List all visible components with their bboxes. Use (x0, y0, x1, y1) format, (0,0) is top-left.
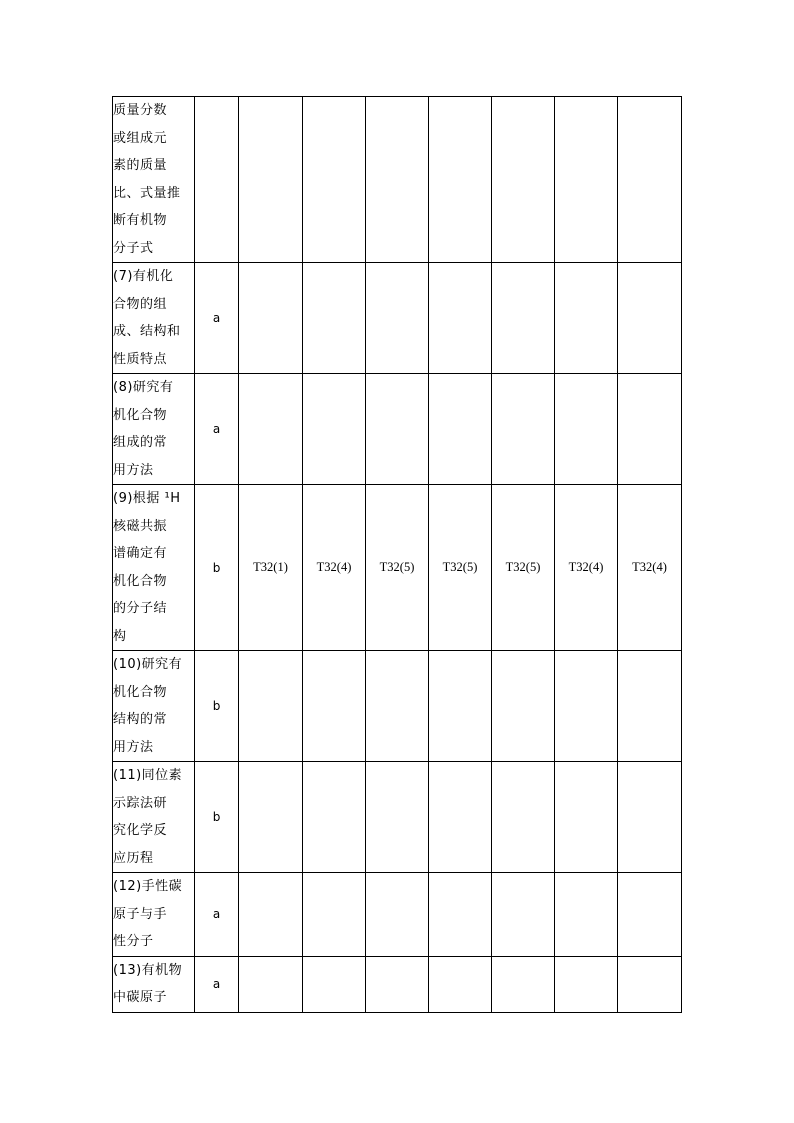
topic-line: 用方法 (113, 739, 154, 755)
topic-line: 结构的常 (113, 712, 168, 727)
topic-line: (8)研究有 (113, 380, 174, 395)
question-cell (239, 762, 303, 873)
question-cell (303, 873, 366, 957)
question-cell (239, 956, 303, 1012)
question-cell (555, 97, 618, 263)
question-cell (303, 374, 366, 485)
question-cell (618, 873, 682, 957)
question-cell (555, 873, 618, 957)
question-cell: T32(5) (366, 485, 429, 651)
question-cell: T32(1) (239, 485, 303, 651)
table-row (113, 651, 682, 762)
question-cell (429, 762, 492, 873)
topic-cell (113, 263, 195, 374)
question-cell (555, 263, 618, 374)
question-cell (366, 651, 429, 762)
question-cell: T32(5) (429, 485, 492, 651)
question-cell (492, 651, 555, 762)
topic-line: 质量分数 (113, 103, 168, 118)
question-cell: T32(5) (492, 485, 555, 651)
question-cell (429, 263, 492, 374)
topic-line: (9)根据 ¹H (113, 491, 181, 506)
topic-line: 原子与手 (113, 906, 168, 922)
topic-line: 断有机物 (113, 213, 168, 228)
level-cell: a (195, 873, 239, 957)
question-cell (429, 374, 492, 485)
question-cell (366, 374, 429, 485)
question-cell (429, 97, 492, 263)
topic-cell (113, 97, 195, 263)
topic-line: 示踪法研 (113, 795, 168, 811)
question-cell (492, 374, 555, 485)
question-cell (492, 956, 555, 1012)
table-row (113, 762, 682, 873)
level-cell: a (195, 374, 239, 485)
topic-line: (13)有机物 (113, 962, 183, 978)
table-row (113, 374, 682, 485)
question-cell (555, 956, 618, 1012)
question-cell (303, 263, 366, 374)
level-cell: a (195, 956, 239, 1012)
question-cell (429, 873, 492, 957)
topic-line: 究化学反 (113, 823, 168, 838)
topic-line: 核磁共振 (113, 518, 168, 534)
topic-line: 分子式 (113, 240, 154, 256)
topic-line: 机化合物 (113, 573, 168, 589)
question-cell (366, 873, 429, 957)
topic-cell (113, 651, 195, 762)
topic-line: (10)研究有 (113, 657, 183, 672)
question-cell (492, 873, 555, 957)
topic-cell (113, 485, 195, 651)
topic-line: 构 (113, 628, 127, 644)
question-cell (239, 263, 303, 374)
question-cell: T32(4) (618, 485, 682, 651)
topic-line: 性分子 (113, 934, 154, 949)
topic-line: 合物的组 (113, 296, 168, 312)
question-cell (366, 263, 429, 374)
topic-line: 比、式量推 (113, 185, 181, 201)
table-row (113, 263, 682, 374)
table-row (113, 873, 682, 957)
level-cell: a (195, 263, 239, 374)
topic-line: (11)同位素 (113, 768, 183, 783)
question-cell (303, 956, 366, 1012)
question-cell (555, 651, 618, 762)
table-row (113, 485, 682, 651)
question-cell (555, 762, 618, 873)
topic-line: (7)有机化 (113, 269, 174, 284)
topic-cell (113, 762, 195, 873)
question-cell (239, 873, 303, 957)
topic-line: (12)手性碳 (113, 879, 183, 894)
question-cell (492, 762, 555, 873)
topic-line: 用方法 (113, 462, 154, 478)
question-cell (492, 97, 555, 263)
topic-cell (113, 374, 195, 485)
topic-line: 性质特点 (113, 351, 168, 367)
question-cell: T32(4) (303, 485, 366, 651)
topic-line: 机化合物 (113, 407, 168, 423)
level-cell (195, 97, 239, 263)
topic-cell (113, 873, 195, 957)
question-cell (239, 97, 303, 263)
topic-line: 组成的常 (113, 435, 168, 450)
topic-line: 机化合物 (113, 684, 168, 700)
question-cell (429, 956, 492, 1012)
topic-line: 或组成元 (113, 130, 168, 146)
question-cell (618, 97, 682, 263)
question-cell (618, 651, 682, 762)
question-cell (239, 374, 303, 485)
topic-line: 中碳原子 (113, 990, 168, 1005)
topic-line: 应历程 (113, 850, 154, 866)
question-cell (303, 762, 366, 873)
table-row (113, 97, 682, 263)
question-cell (618, 762, 682, 873)
question-cell (492, 263, 555, 374)
question-cell (366, 97, 429, 263)
question-cell (303, 97, 366, 263)
question-cell (618, 956, 682, 1012)
question-cell (429, 651, 492, 762)
topic-line: 谱确定有 (113, 546, 168, 561)
topic-line: 的分子结 (113, 601, 168, 616)
question-cell (239, 651, 303, 762)
question-cell (618, 263, 682, 374)
table-body (113, 97, 682, 1013)
question-cell (555, 374, 618, 485)
question-cell (366, 956, 429, 1012)
topic-line: 素的质量 (113, 158, 168, 173)
question-cell: T32(4) (555, 485, 618, 651)
level-cell: b (195, 485, 239, 651)
level-cell: b (195, 762, 239, 873)
topic-cell (113, 956, 195, 1012)
exam-distribution-table (112, 96, 682, 1013)
question-cell (618, 374, 682, 485)
topic-line: 成、结构和 (113, 324, 181, 339)
question-cell (366, 762, 429, 873)
level-cell: b (195, 651, 239, 762)
question-cell (303, 651, 366, 762)
table-row (113, 956, 682, 1012)
